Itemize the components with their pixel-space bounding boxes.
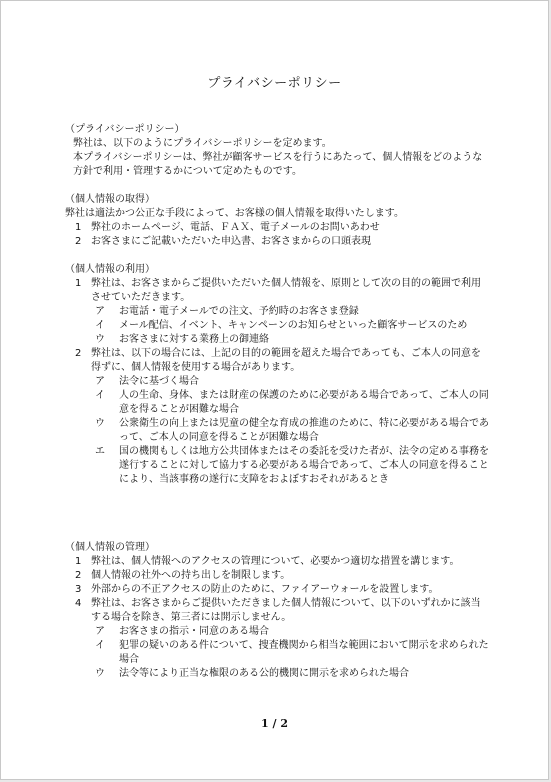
sub-item: ア お客さまの指示・同意のある場合 bbox=[95, 626, 269, 637]
paragraph: 本プライバシーポリシーは、弊社が顧客サービスを行うにあたって、個人情報をどのような方針で利用・管理するかについて定めたものです。 bbox=[73, 152, 483, 177]
list-item: 2 個人情報の社外への持ち出しを制限します。 bbox=[75, 570, 291, 581]
sub-item: イ 人の生命、身体、または財産の保護のために必要がある場合であって、ご本人の同意を得ることが困難な場合 bbox=[95, 390, 489, 415]
sub-item: ア 法令に基づく場合 bbox=[95, 376, 199, 387]
section-heading: （個人情報の取得） bbox=[65, 194, 155, 205]
section-heading: （個人情報の管理） bbox=[65, 542, 155, 553]
sub-item: エ 国の機関もしくは地方公共団体またはその委託を受けた者が、法令の定める事務を遂行することに対して協力する必要がある場合であって、ご本人の同意を得ることにより、当該事務の遂行に支障をおよぼすおそれがあるとき bbox=[95, 446, 489, 485]
list-item: 1 弊社は、個人情報へのアクセスの管理について、必要かつ適切な措置を講じます。 bbox=[75, 556, 460, 567]
sub-item: イ 犯罪の疑いのある件について、捜査機関から相当な範囲において開示を求められた場合 bbox=[95, 640, 489, 665]
page-number: 1 / 2 bbox=[261, 717, 288, 730]
list-item: 2 お客さまにご記載いただいた申込書、お客さまからの口頭表現 bbox=[75, 236, 371, 247]
sub-item: ア お電話・電子メールでの注文、予約時のお客さま登録 bbox=[95, 306, 359, 317]
sub-item: ウ お客さまに対する業務上の御連絡 bbox=[95, 334, 269, 345]
list-item: 1 弊社のホームページ、電話、ＦＡＸ、電子メールのお問いあわせ bbox=[75, 222, 380, 233]
paragraph: 弊社は、以下のようにプライバシーポリシーを定めます。 bbox=[73, 138, 332, 149]
section-heading: （個人情報の利用） bbox=[65, 264, 155, 275]
section-usage bbox=[65, 263, 489, 487]
sub-item: ウ 公衆衛生の向上または児童の健全な育成の推進のために、特に必要がある場合であって、ご本人の同意を得ることが困難な場合 bbox=[95, 418, 489, 443]
document-title: プライバシーポリシー bbox=[207, 76, 342, 91]
list-item: 2 弊社は、以下の場合には、上記の目的の範囲を超えた場合であっても、ご本人の同意を得ずに、個人情報を使用する場合があります。 bbox=[75, 348, 481, 373]
section-privacy-policy bbox=[65, 123, 489, 179]
paragraph: 弊社は適法かつ公正な手段によって、お客様の個人情報を取得いたします。 bbox=[65, 208, 404, 219]
list-item: 3 外部からの不正アクセスの防止のために、ファイアーウォールを設置します。 bbox=[75, 584, 439, 595]
list-item: 4 弊社は、お客さまからご提供いただきました個人情報について、以下のいずれかに該当する場合を除き、第三者には開示しません。 bbox=[75, 598, 481, 623]
section-management bbox=[65, 541, 489, 681]
sub-item: イ メール配信、イベント、キャンペーンのお知らせといった顧客サービスのため bbox=[95, 320, 468, 331]
section-acquisition bbox=[65, 193, 489, 249]
section-heading: （プライバシーポリシー） bbox=[65, 124, 185, 135]
sub-item: ウ 法令等により正当な権限のある公的機関に開示を求められた場合 bbox=[95, 668, 409, 679]
list-item: 1 弊社は、お客さまからご提供いただいた個人情報を、原則として次の目的の範囲で利用させていただきます。 bbox=[75, 278, 481, 303]
